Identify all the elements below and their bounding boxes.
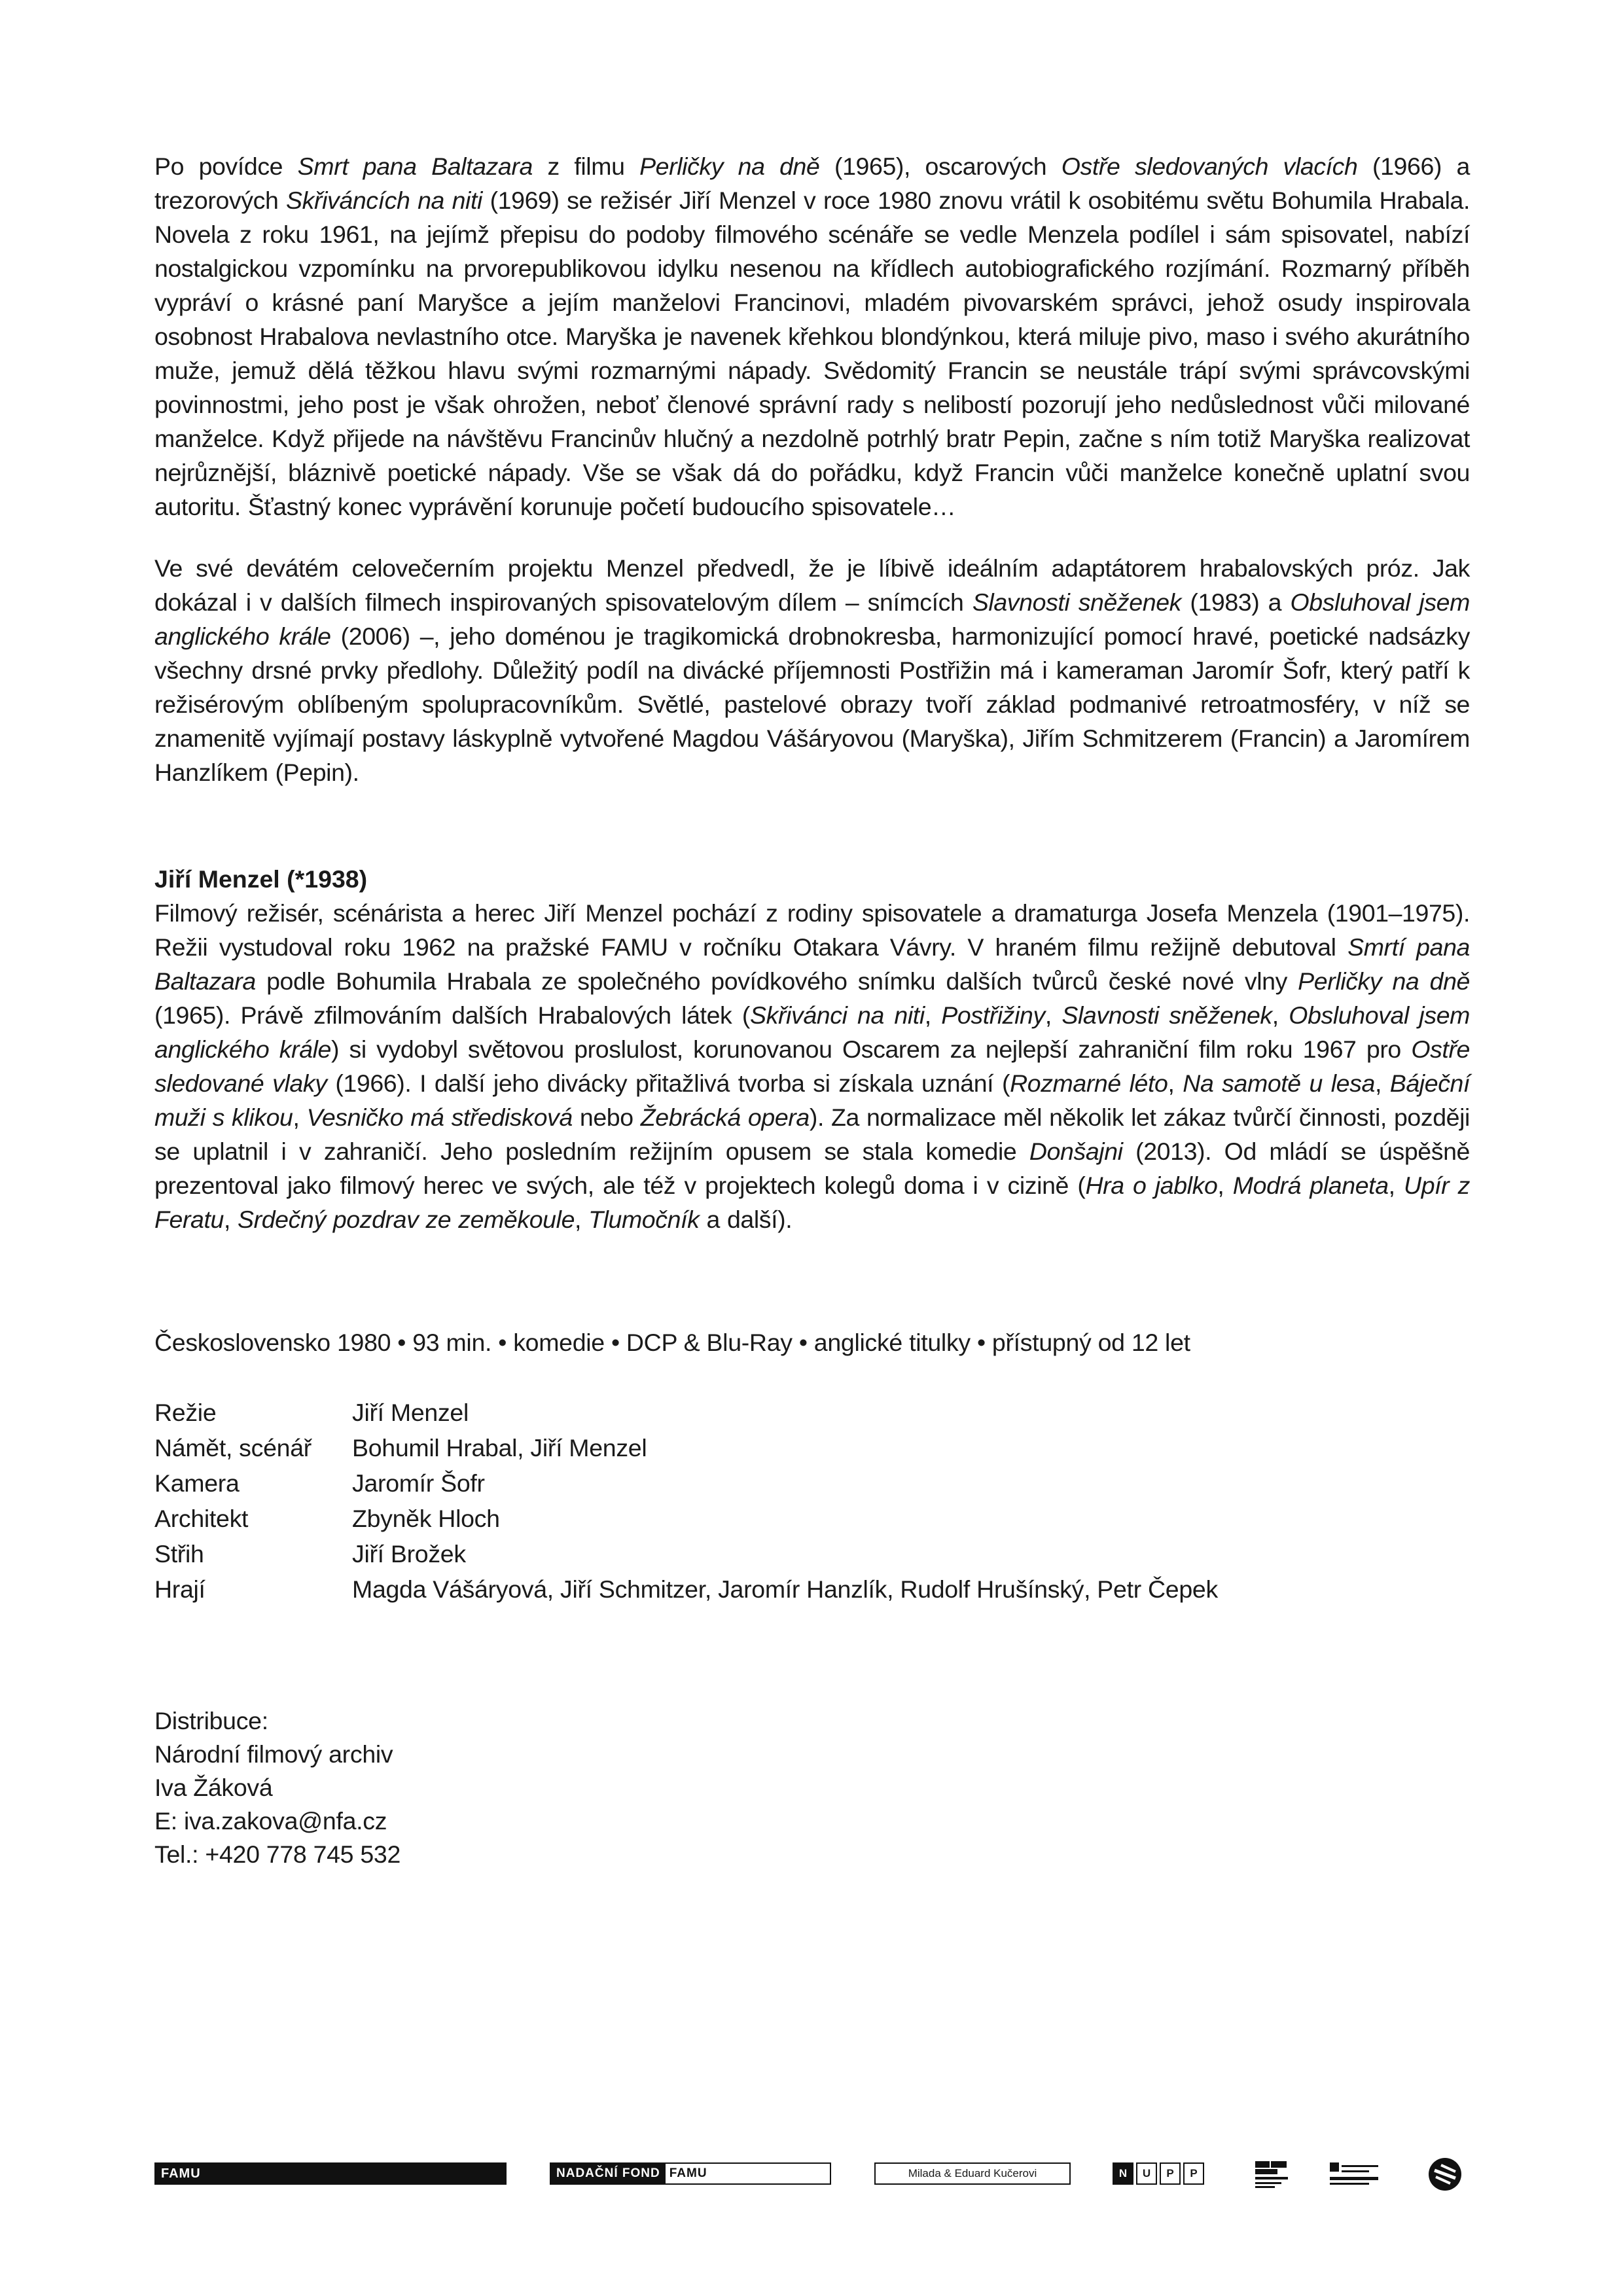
italic-title: Skřiváncích na niti — [286, 187, 482, 214]
review-paragraph — [154, 551, 1470, 789]
nupp-letter: P — [1160, 2162, 1181, 2185]
italic-title: Skřivánci na niti — [749, 1001, 925, 1029]
distribution-contact — [154, 1704, 401, 1871]
distribution-org: Národní filmový archiv — [154, 1740, 393, 1768]
text-run: , — [1217, 1172, 1233, 1199]
italic-title: Obsluhoval jsem anglického krále — [154, 588, 1470, 650]
nupp-letter: N — [1113, 2162, 1133, 2185]
credit-name: Jaromír Šofr — [352, 1469, 485, 1497]
italic-title: Báječní muži s klikou — [154, 1069, 1471, 1131]
nupp-letter: P — [1183, 2162, 1204, 2185]
credit-role: Hrají — [154, 1575, 205, 1603]
italic-title: Srdečný pozdrav ze zeměkoule — [238, 1206, 575, 1233]
text-run: , — [1374, 1069, 1390, 1097]
text-run: , — [924, 1001, 942, 1029]
text-run: Po povídce — [154, 152, 298, 180]
text-run: (2006) –, jeho doménou je tragikomická drobnokresba, harmonizující pomocí hravé, poetické nadsázky všechny drsné prvky předlohy. Důležitý podíl na divácké příjemnosti Postřižin má i kameraman Jaromír Šofr, který patří k režisérovým oblíbeným spolupracovníkům. Světlé, pastelové obrazy tvoří základ podmanivé retroatmosféry, v níž se znamenitě vyjímají postavy láskyplně vytvořené Magdou Vášáryovou (Maryška), Jiřím Schmitzerem (Francin) a Jaromírem Hanzlíkem (Pepin). — [154, 622, 1470, 786]
text-run: , — [223, 1206, 238, 1233]
italic-title: Upír z Feratu — [154, 1172, 1470, 1233]
credit-name: Magda Vášáryová, Jiří Schmitzer, Jaromír Hanzlík, Rudolf Hrušínský, Petr Čepek — [352, 1575, 1218, 1603]
credit-row — [154, 1465, 1218, 1501]
credit-role: Kamera — [154, 1469, 240, 1497]
distribution-phone: Tel.: +420 778 745 532 — [154, 1840, 401, 1868]
credit-role: Střih — [154, 1540, 204, 1568]
text-run: (1965), oscarových — [819, 152, 1061, 180]
nupp-logo — [1113, 2162, 1204, 2185]
credit-row — [154, 1571, 1218, 1607]
text-run: nebo — [572, 1103, 641, 1131]
text-run: , — [1168, 1069, 1183, 1097]
credit-row — [154, 1430, 1218, 1465]
credit-row — [154, 1501, 1218, 1536]
credit-name: Bohumil Hrabal, Jiří Menzel — [352, 1434, 647, 1462]
nadacni-fond-famu-logo — [550, 2162, 831, 2185]
credits-list — [154, 1395, 1218, 1607]
text-run: , — [1272, 1001, 1289, 1029]
italic-title: Obsluhoval jsem anglického krále — [154, 1001, 1470, 1063]
text-run: (1983) a — [1181, 588, 1291, 616]
kucerovi-logo: Milada & Eduard Kučerovi — [874, 2162, 1071, 2185]
italic-title: Tlumočník — [588, 1206, 700, 1233]
italic-title: Hra o jablko — [1085, 1172, 1218, 1199]
credit-role: Architekt — [154, 1505, 249, 1532]
kinematografie-fond-logo — [1329, 2161, 1381, 2189]
italic-title: Ostře sledovaných vlacích — [1061, 152, 1358, 180]
italic-title: Vesničko má středisková — [306, 1103, 573, 1131]
italic-title: Žebrácká opera — [640, 1103, 810, 1131]
nadacni-fond-text: NADAČNÍ FOND — [551, 2164, 666, 2183]
text-run: , — [293, 1103, 307, 1131]
statni-fond-logo — [1254, 2160, 1289, 2190]
text-run: z filmu — [532, 152, 640, 180]
italic-title: Smrt pana Baltazara — [297, 152, 533, 180]
credit-name: Jiří Menzel — [352, 1399, 469, 1426]
text-run: ). Za normalizace měl několik let zákaz tvůrčí činnosti, později se uplatnil i v zahraničí. Jeho posledním režijním opusem se stala komedie — [154, 1103, 1470, 1165]
distribution-email: E: iva.zakova@nfa.cz — [154, 1807, 387, 1835]
text-run: (1966) a trezorových — [154, 152, 1470, 214]
distribution-label: Distribuce: — [154, 1707, 268, 1734]
italic-title: Ostře sledované vlaky — [154, 1035, 1470, 1097]
bio-title: Jiří Menzel (*1938) — [154, 865, 368, 893]
text-run: a další). — [699, 1206, 793, 1233]
nadacni-fond-famu-text: FAMU — [669, 2166, 707, 2180]
italic-title: Modrá planeta — [1232, 1172, 1389, 1199]
credit-row — [154, 1395, 1218, 1430]
credit-name: Jiří Brožek — [352, 1540, 466, 1568]
text-run: Filmový režisér, scénárista a herec Jiří Menzel pochází z rodiny spisovatele a dramaturga Josefa Menzela (1901–1975). Režii vystudoval roku 1962 na pražské FAMU v ročníku Otakara Vávry. V hraném filmu režijně debutoval — [154, 899, 1470, 961]
italic-title: Postřižiny — [941, 1001, 1045, 1029]
italic-title: Rozmarné léto — [1010, 1069, 1168, 1097]
text-run: podle Bohumila Hrabala ze společného povídkového snímku dalších tvůrců české nové vlny — [255, 967, 1298, 995]
italic-title: Slavnosti sněženek — [972, 588, 1182, 616]
text-run: , — [575, 1206, 589, 1233]
text-run: (2013). Od mládí se úspěšně prezentoval jako filmový herec ve svých, ale též v projektech kolegů doma i v cizině ( — [154, 1138, 1470, 1199]
text-run: , — [1044, 1001, 1062, 1029]
distribution-person: Iva Žáková — [154, 1774, 273, 1801]
credit-row — [154, 1536, 1218, 1571]
text-run: (1969) se režisér Jiří Menzel v roce 1980 znovu vrátil k osobitému světu Bohumila Hrabala. Novela z roku 1961, na jejímž přepisu do podoby filmového scénáře se vedle Menzela podílel i sám spisovatel, nabízí nostalgickou vzpomínku na prvorepublikovou idylku nesenou na křídlech autobiografického rozjímání. Rozmarný příběh vypráví o krásné paní Maryšce a jejím manželovi Francinovi, mladém pivovarském správci, jehož osudy inspirovala osobnost Hrabalova nevlastního otce. Maryška je navenek křehkou blondýnkou, která miluje pivo, maso i svého akurátního muže, jemuž dělá těžkou hlavu svými rozmarnými nápady. Svědomitý Francin se neustále trápí svými správcovskými povinnostmi, jeho post je však ohrožen, neboť členové správní rady s nelibostí pozorují jeho nedůslednost vůči milované manželce. Když přijede na návštěvu Francinův hlučný a nezdolně potrhlý bratr Pepin, začne s ním totiž Maryška realizovat nejrůznější, bláznivě poetické nápady. Vše se však dá do pořádku, když Francin vůči manželce konečně uplatní svou autoritu. Šťastný konec vyprávění korunuje početí budoucího spisovatele… — [154, 187, 1471, 520]
italic-title: Perličky na dně — [1298, 967, 1470, 995]
credit-role: Režie — [154, 1399, 217, 1426]
famu-logo: FAMU — [154, 2162, 507, 2185]
text-run: (1965). Právě zfilmováním dalších Hrabalových látek ( — [154, 1001, 750, 1029]
sponsor-logos — [0, 2142, 1623, 2194]
credit-role: Námět, scénář — [154, 1434, 312, 1462]
synopsis-paragraph — [154, 149, 1470, 524]
italic-title: Donšajni — [1029, 1138, 1123, 1165]
italic-title: Perličky na dně — [639, 152, 820, 180]
bio-paragraph — [154, 896, 1470, 1236]
film-specs: Československo 1980 • 93 min. • komedie • DCP & Blu-Ray • anglické titulky • přístupný od 12 let — [154, 1329, 1190, 1356]
circle-logo — [1427, 2156, 1463, 2193]
italic-title: Slavnosti sněženek — [1061, 1001, 1272, 1029]
text-run: (1966). I další jeho divácky přitažlivá tvorba si získala uznání ( — [327, 1069, 1010, 1097]
nupp-letter: U — [1136, 2162, 1157, 2185]
italic-title: Na samotě u lesa — [1183, 1069, 1375, 1097]
text-run: ) si vydobyl světovou proslulost, korunovanou Oscarem za nejlepší zahraniční film roku 1967 pro — [330, 1035, 1412, 1063]
text-run: Ve své devátém celovečerním projektu Menzel předvedl, že je líbivě ideálním adaptátorem hrabalovských próz. Jak dokázal i v dalších filmech inspirovaných spisovatelovým dílem – snímcích — [154, 554, 1470, 616]
italic-title: Smrtí pana Baltazara — [154, 933, 1470, 995]
text-run: , — [1388, 1172, 1404, 1199]
credit-name: Zbyněk Hloch — [352, 1505, 500, 1532]
